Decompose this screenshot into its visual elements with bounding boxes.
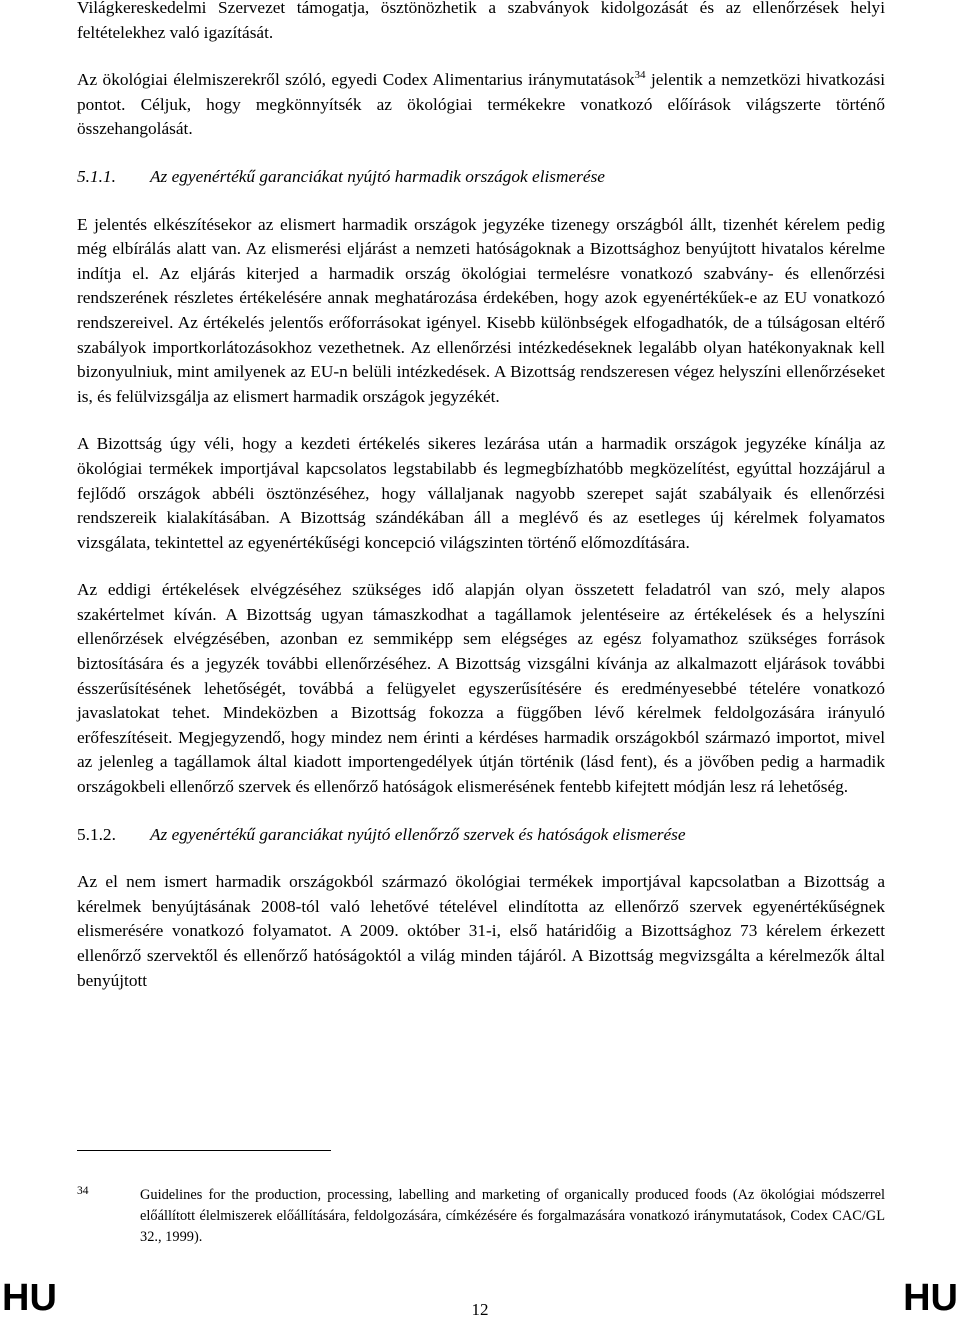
page-number: 12	[471, 1300, 489, 1319]
paragraph-evaluation: Az eddigi értékelések elvégzéséhez szükséges idő alapján olyan összetett feladatról van szó, mely alapos szakértelmet kíván. A Bizottság ugyan támaszkodhat a tagállamok jelentéseire az értékelések és a helyszíni ellenőrzések elvégzésében, azonban ez semmiképp sem elégséges az egész folyamathoz szükséges források biztosítására és a jegyzék további ellenőrzéséhez. A Bizottság vizsgálni kívánja az alkalmazott eljárások további ésszerűsítésének lehetőségét, továbbá a felügyelet egyszerűsítésére és eredményesebbé tételére vonatkozó javaslatokat tehet. Mindeközben a Bizottság fokozza a függőben lévő kérelmek feldolgozására irányuló erőfeszítéseit. Megjegyzendő, hogy mindez nem érinti a kérdéses harmadik országokból származó importot, mivel az jelenleg a tagállamok által kiadott importengedélyek útján történik (lásd fent), és a jövőben pedig a harmadik országokbeli ellenőrző szervek és ellenőrző hatóságok elismerésének fentebb kifejtett módján lesz rá lehetőség.	[77, 580, 885, 797]
language-code-left: HU	[2, 1277, 57, 1319]
paragraph-recognition: E jelentés elkészítésekor az elismert harmadik országok jegyzéke tizenegy országból állt, tizenhét kérelem pedig még elbírálás alatt van. Az elismerési eljárást a nemzeti hatóságoknak a Bizottsághoz benyújtott hivatalos kérelme indítja el. Az eljárás kiterjed a harmadik ország ökológiai termelésre vonatkozó szabvány- és ellenőrzési rendszerének részletes értékelésére annak meghatározása érdekében, hogy azok egyenértékűek-e az EU vonatkozó rendszereivel. Az értékelés jelentős erőforrásokat igényel. Kisebb különbségek elfogadhatók, de a túlságosan eltérő szabályok importkorlátozásokhoz vezethetnek. Az ellenőrzési intézkedéseknek legalább olyan hatékonyaknak kell bizonyulniuk, mint amilyenek az EU-n belüli intézkedések. A Bizottság rendszeresen végez helyszíni ellenőrzéseket is, és felülvizsgálja az elismert harmadik országok jegyzékét.	[77, 214, 885, 406]
section-title: Az egyenértékű garanciákat nyújtó ellenőrző szervek és hatóságok elismerése	[150, 824, 686, 844]
footnote-divider	[77, 1150, 331, 1151]
section-heading-5-1-1	[77, 165, 885, 190]
paragraph-codex-text-a: Az ökológiai élelmiszerekről szóló, egyedi Codex Alimentarius iránymutatások	[77, 70, 635, 90]
section-heading-5-1-2	[77, 823, 885, 848]
footnote-number: 34	[77, 1185, 89, 1197]
paragraph-codex-text-b: jelentik a nemzetközi hivatkozási pontot. Céljuk, hogy megkönnyítsék az ökológiai termékekre vonatkozó előírások világszerte történő összehangolását.	[77, 70, 885, 139]
section-number: 5.1.2.	[77, 824, 116, 844]
section-title: Az egyenértékű garanciákat nyújtó harmadik országok elismerése	[150, 166, 605, 186]
paragraph-codex	[77, 68, 885, 142]
footnote-text: Guidelines for the production, processing, labelling and marketing of organically produced foods (Az ökológiai módszerrel előállított élelmiszerek előállítására, feldolgozására, címkézésére és forgalmazására vonatkozó iránymutatások, Codex CAC/GL 32., 1999).	[140, 1187, 885, 1245]
document-body	[77, 0, 885, 993]
language-code-right: HU	[903, 1277, 958, 1319]
section-number: 5.1.1.	[77, 166, 116, 186]
footnote-reference[interactable]: 34	[634, 69, 646, 82]
footnote	[77, 1183, 885, 1248]
paragraph-continued: Világkereskedelmi Szervezet támogatja, ösztönözhetik a szabványok kidolgozását és az ellenőrzések helyi feltételekhez való igazítását.	[77, 0, 885, 42]
paragraph-commission-view: A Bizottság úgy véli, hogy a kezdeti értékelés sikeres lezárása után a harmadik országok jegyzéke kínálja az ökológiai termékek importjával kapcsolatos legstabilabb és legmegbízhatóbb megközelítést, egyúttal hozzájárul a fejlődő országok abbéli ösztönzéséhez, hogy vállaljanak nagyobb szerepet saját szabályaik és ellenőrzési rendszereik kialakításában. A Bizottság szándékában áll a meglévő és az esetleges új kérelmek folyamatos vizsgálata, tekintettel az egyenértékűségi koncepció világszinten történő előmozdítására.	[77, 434, 885, 552]
paragraph-control-bodies: Az el nem ismert harmadik országokból származó ökológiai termékek importjával kapcsolatban a Bizottság a kérelmek benyújtásának 2008-tól való lehetővé tételével elindította az ellenőrző szervek egyenértékűségnek elismerésére vonatkozó folyamatot. A 2009. október 31-i, első határidőig a Bizottsághoz 73 kérelem érkezett ellenőrző szervektől és ellenőrző hatóságoktól a világ minden tájáról. A Bizottság megvizsgálta a kérelmezők által benyújtott	[77, 872, 885, 990]
